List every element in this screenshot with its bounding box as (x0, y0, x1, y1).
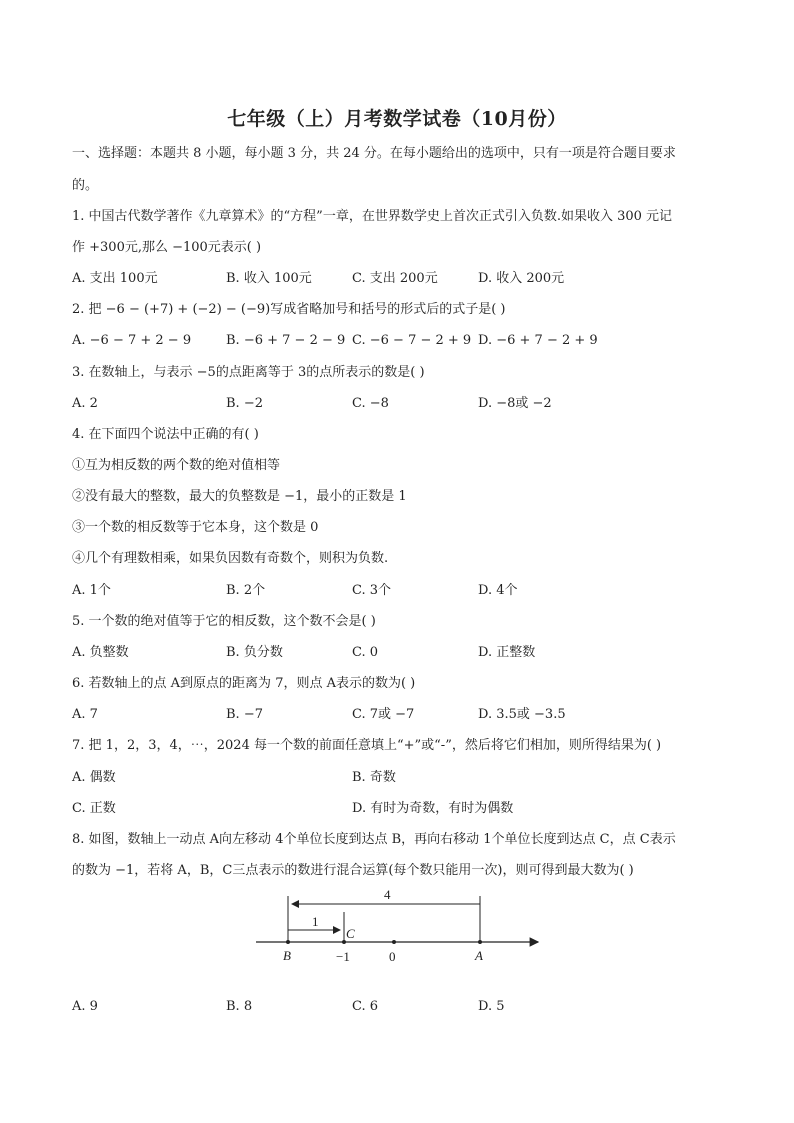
q8-option-c[interactable]: C. 6 (352, 999, 379, 1014)
label-point-a: A (475, 948, 483, 963)
question-7-stem: 7. 把 1，2，3，4，⋯，2024 每一个数的前面任意填上“+”或“-”，然后将它们相加，则所得结果为( ) (72, 738, 662, 753)
q5-option-b[interactable]: B. 负分数 (226, 645, 283, 660)
q3-option-c[interactable]: C. −8 (352, 396, 389, 411)
question-2-stem: 2. 把 −6 − (+7) + (−2) − (−9)写成省略加号和括号的形式后的式子是( ) (72, 302, 506, 317)
q2-option-b[interactable]: B. −6 + 7 − 2 − 9 (226, 333, 346, 348)
q6-option-a[interactable]: A. 7 (72, 707, 98, 722)
q2-option-d[interactable]: D. −6 + 7 − 2 + 9 (478, 333, 598, 348)
question-6-stem: 6. 若数轴上的点 A到原点的距离为 7，则点 A表示的数为( ) (72, 676, 416, 691)
q4-option-d[interactable]: D. 4个 (478, 583, 518, 598)
q8-option-b[interactable]: B. 8 (226, 999, 253, 1014)
question-3-stem: 3. 在数轴上，与表示 −5的点距离等于 3的点所表示的数是( ) (72, 365, 425, 380)
point-a-dot (478, 940, 482, 944)
question-4-statement-4: ④几个有理数相乘，如果负因数有奇数个，则积为负数. (72, 551, 389, 566)
label-zero: 0 (389, 949, 396, 964)
question-4-statement-1: ①互为相反数的两个数的绝对值相等 (72, 458, 281, 473)
q6-option-c[interactable]: C. 7或 −7 (352, 707, 415, 722)
q8-option-a[interactable]: A. 9 (72, 999, 98, 1014)
q6-option-d[interactable]: D. 3.5或 −3.5 (478, 707, 566, 722)
q7-option-c[interactable]: C. 正数 (72, 801, 116, 816)
q3-option-b[interactable]: B. −2 (226, 396, 263, 411)
question-1-stem: 1. 中国古代数学著作《九章算术》的“方程”一章，在世界数学史上首次正式引入负数.如果收入 300 元记 (72, 209, 673, 224)
question-5-stem: 5. 一个数的绝对值等于它的相反数，这个数不会是( ) (72, 614, 376, 629)
label-neg1: −1 (336, 949, 350, 964)
q1-option-b[interactable]: B. 收入 100元 (226, 271, 312, 286)
question-4-statement-2: ②没有最大的整数，最大的负整数是 −1，最小的正数是 1 (72, 489, 407, 504)
q2-option-c[interactable]: C. −6 − 7 − 2 + 9 (352, 333, 472, 348)
section-heading: 一、选择题：本题共 8 小题，每小题 3 分，共 24 分。在每小题给出的选项中，只有一项是符合题目要求 (72, 146, 676, 161)
label-point-c: C (346, 926, 355, 941)
q3-option-a[interactable]: A. 2 (72, 396, 98, 411)
q4-option-b[interactable]: B. 2个 (226, 583, 266, 598)
q3-option-d[interactable]: D. −8或 −2 (478, 396, 552, 411)
question-1-stem-cont: 作 +300元,那么 −100元表示( ) (72, 240, 262, 255)
q7-option-a[interactable]: A. 偶数 (72, 770, 116, 785)
q2-option-a[interactable]: A. −6 − 7 + 2 − 9 (72, 333, 192, 348)
question-4-stem: 4. 在下面四个说法中正确的有( ) (72, 427, 259, 442)
question-4-statement-3: ③一个数的相反数等于它本身，这个数是 0 (72, 520, 319, 535)
q6-option-b[interactable]: B. −7 (226, 707, 263, 722)
question-8-stem: 8. 如图，数轴上一动点 A向左移动 4个单位长度到达点 B，再向右移动 1个单位长度到达点 C，点 C表示 (72, 832, 676, 847)
origin-dot (392, 940, 396, 944)
label-4: 4 (384, 887, 391, 902)
q4-option-c[interactable]: C. 3个 (352, 583, 392, 598)
label-point-b: B (283, 948, 291, 963)
q1-option-d[interactable]: D. 收入 200元 (478, 271, 565, 286)
q5-option-c[interactable]: C. 0 (352, 645, 379, 660)
label-1: 1 (312, 914, 319, 929)
q4-option-a[interactable]: A. 1个 (72, 583, 111, 598)
point-b-dot (286, 940, 290, 944)
page-title: 七年级（上）月考数学试卷（10月份） (227, 108, 567, 130)
q1-option-c[interactable]: C. 支出 200元 (352, 271, 438, 286)
q5-option-a[interactable]: A. 负整数 (72, 645, 129, 660)
q8-option-d[interactable]: D. 5 (478, 999, 505, 1014)
number-line-figure (250, 884, 550, 968)
q5-option-d[interactable]: D. 正整数 (478, 645, 536, 660)
question-8-stem-cont: 的数为 −1，若将 A，B，C三点表示的数进行混合运算(每个数只能用一次)，则可得到最大数为( ) (72, 863, 634, 878)
q7-option-d[interactable]: D. 有时为奇数，有时为偶数 (352, 801, 514, 816)
section-heading-cont: 的。 (72, 178, 99, 193)
q1-option-a[interactable]: A. 支出 100元 (72, 271, 158, 286)
q7-option-b[interactable]: B. 奇数 (352, 770, 396, 785)
